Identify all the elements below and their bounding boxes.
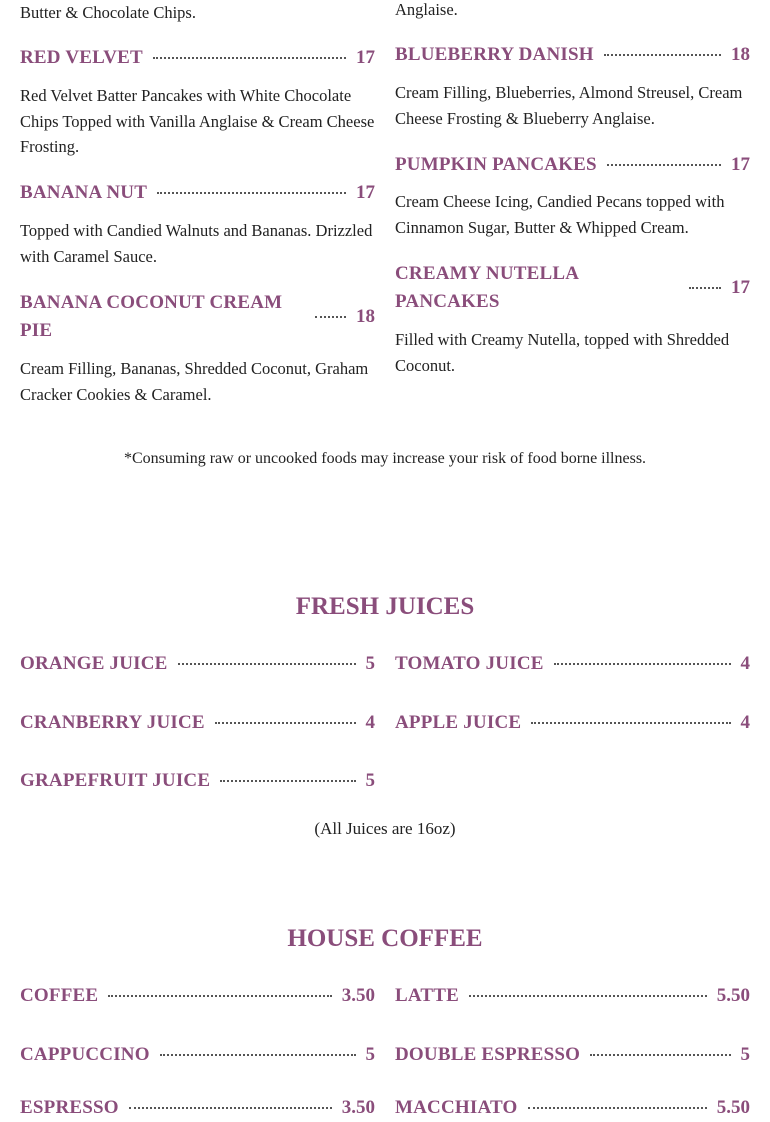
juices-size-note: (All Juices are 16oz) <box>314 819 456 838</box>
menu-item-double-espresso <box>395 1041 750 1069</box>
item-price: 4 <box>740 712 750 733</box>
item-name: CREAMY NUTELLA PANCAKES <box>395 263 579 312</box>
item-name: BLUEBERRY DANISH <box>395 44 594 65</box>
dot-leader <box>178 663 356 665</box>
dot-leader <box>157 192 346 194</box>
item-price: 17 <box>356 182 375 203</box>
menu-item-red-velvet <box>20 44 375 72</box>
dot-leader <box>160 1054 356 1056</box>
menu-item-orange-juice <box>20 650 375 678</box>
item-name: GRAPEFRUIT JUICE <box>20 770 211 791</box>
dot-leader <box>469 995 707 997</box>
item-price: 5 <box>365 770 375 791</box>
dot-leader <box>531 722 730 724</box>
item-name: PUMPKIN PANCAKES <box>395 154 597 175</box>
item-name: ESPRESSO <box>20 1097 119 1118</box>
item-name: BANANA NUT <box>20 182 148 203</box>
pancake-desc-previous-right: Anglaise. <box>395 0 458 19</box>
item-price: 3.50 <box>341 1097 375 1118</box>
menu-item-grapefruit-juice <box>20 767 375 795</box>
dot-leader <box>607 164 721 166</box>
item-name: ORANGE JUICE <box>20 653 168 674</box>
item-price: 5.50 <box>716 1097 750 1118</box>
item-description: Cream Filling, Blueberries, Almond Streusel, Cream Cheese Frosting & Blueberry Anglaise. <box>395 83 743 128</box>
menu-item-pumpkin-pancakes <box>395 151 750 179</box>
dot-leader <box>153 57 346 59</box>
item-name: LATTE <box>395 985 460 1006</box>
menu-item-coffee <box>20 982 375 1010</box>
item-name: MACCHIATO <box>395 1097 518 1118</box>
item-description: Filled with Creamy Nutella, topped with Shredded Coconut. <box>395 330 730 375</box>
item-price: 5 <box>365 1044 375 1065</box>
item-price: 17 <box>356 47 375 68</box>
dot-leader <box>220 780 355 782</box>
item-name: COFFEE <box>20 985 99 1006</box>
menu-item-cappuccino <box>20 1041 375 1069</box>
menu-item-latte <box>395 982 750 1010</box>
item-description: Cream Filling, Bananas, Shredded Coconut, Graham Cracker Cookies & Caramel. <box>20 359 369 404</box>
item-price: 18 <box>731 44 750 65</box>
dot-leader <box>604 54 721 56</box>
item-description: Cream Cheese Icing, Candied Pecans topped with Cinnamon Sugar, Butter & Whipped Cream. <box>395 192 725 237</box>
item-name: DOUBLE ESPRESSO <box>395 1044 581 1065</box>
menu-item-creamy-nutella-pancakes <box>395 260 750 316</box>
food-safety-disclaimer: *Consuming raw or uncooked foods may increase your risk of food borne illness. <box>123 450 647 467</box>
item-price: 4 <box>365 712 375 733</box>
dot-leader <box>315 316 346 318</box>
pancake-desc-previous-left: Butter & Chocolate Chips. <box>20 3 196 22</box>
item-price: 17 <box>731 277 750 298</box>
item-price: 5 <box>740 1044 750 1065</box>
item-name: APPLE JUICE <box>395 712 522 733</box>
menu-item-macchiato <box>395 1094 750 1122</box>
item-name: BANANA COCONUT CREAM PIE <box>20 292 283 341</box>
item-name: CRANBERRY JUICE <box>20 712 205 733</box>
dot-leader <box>215 722 356 724</box>
dot-leader <box>554 663 731 665</box>
item-price: 18 <box>356 306 375 327</box>
menu-item-blueberry-danish <box>395 41 750 69</box>
item-price: 5.50 <box>716 985 750 1006</box>
menu-item-banana-coconut-cream-pie <box>20 289 375 345</box>
item-price: 5 <box>365 653 375 674</box>
dot-leader <box>108 995 331 997</box>
item-name: CAPPUCCINO <box>20 1044 150 1065</box>
item-name: TOMATO JUICE <box>395 653 544 674</box>
item-name: RED VELVET <box>20 47 143 68</box>
item-description: Red Velvet Batter Pancakes with White Chocolate Chips Topped with Vanilla Anglaise & Cream Cheese Frosting. <box>20 86 375 156</box>
item-description: Topped with Candied Walnuts and Bananas. Drizzled with Caramel Sauce. <box>20 221 373 266</box>
dot-leader <box>590 1054 730 1056</box>
item-price: 4 <box>740 653 750 674</box>
item-price: 3.50 <box>341 985 375 1006</box>
menu-item-banana-nut <box>20 179 375 207</box>
menu-item-espresso <box>20 1094 375 1122</box>
section-title-fresh-juices: FRESH JUICES <box>295 593 475 620</box>
menu-item-cranberry-juice <box>20 709 375 737</box>
menu-item-tomato-juice <box>395 650 750 678</box>
menu-item-apple-juice <box>395 709 750 737</box>
section-title-house-coffee: HOUSE COFFEE <box>287 925 483 952</box>
item-price: 17 <box>731 154 750 175</box>
dot-leader <box>689 287 721 289</box>
dot-leader <box>528 1107 707 1109</box>
dot-leader <box>129 1107 332 1109</box>
